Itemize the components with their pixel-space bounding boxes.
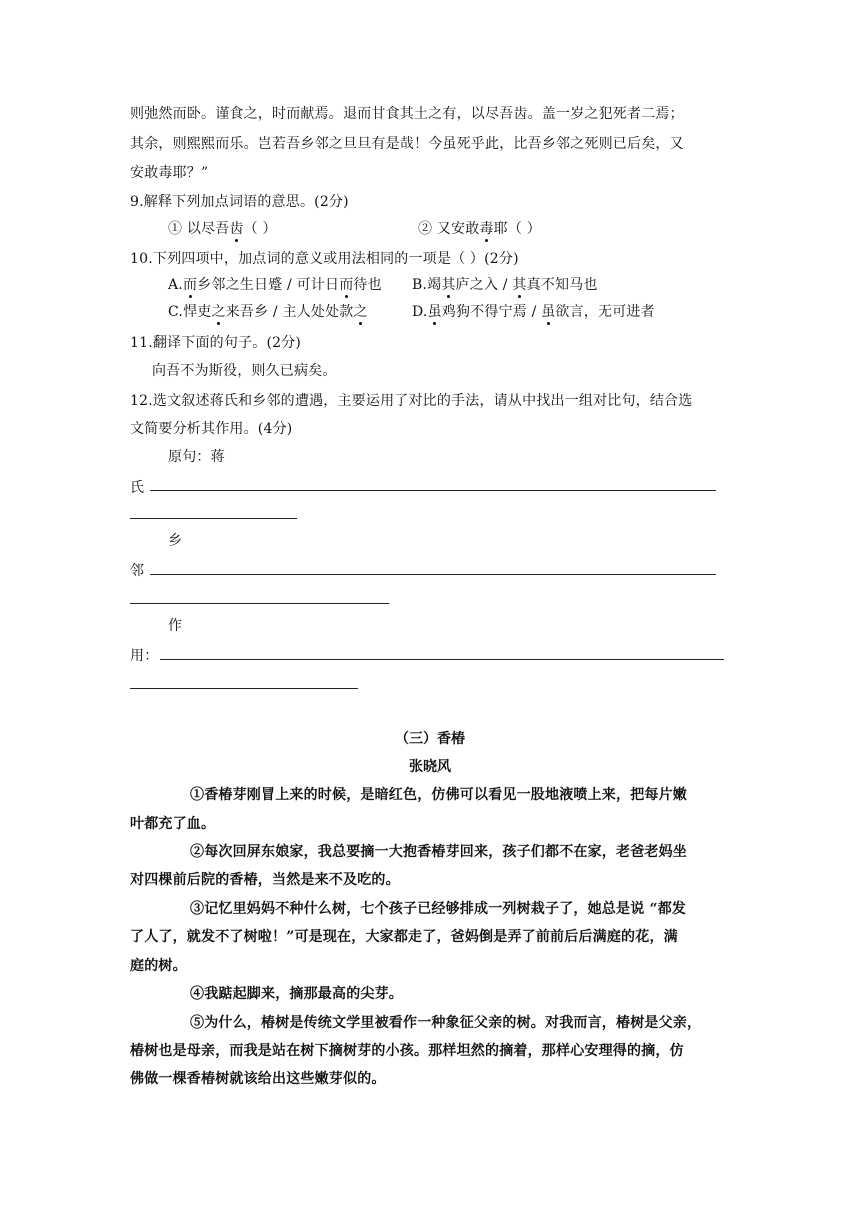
answer-label: 作 <box>168 618 183 634</box>
answer-label: 乡 <box>168 533 183 549</box>
section-title: （三）香椿 <box>395 731 465 747</box>
answer-line[interactable] <box>150 490 716 491</box>
answer-line[interactable] <box>130 603 389 604</box>
question-9-item-2 <box>418 219 541 239</box>
answer-label: 原句：蒋 <box>168 449 225 465</box>
item-text: 以尽吾 <box>186 221 230 237</box>
dotted-word: 虽 <box>541 304 556 320</box>
answer-label: 用： <box>130 648 159 664</box>
option-text: 来吾乡 / 主人处处款 <box>225 304 354 320</box>
option-c[interactable] <box>168 302 368 322</box>
paragraph-line: ①香椿芽刚冒上来的时候，是暗红色，仿佛可以看见一股地液喷上来，把每片嫩 <box>190 787 687 803</box>
dotted-word: 之 <box>353 304 368 320</box>
option-text: 乡邻之生日蹙 / 可计日 <box>197 277 340 293</box>
option-text: 欲言，无可进者 <box>555 304 655 320</box>
item-text: 耶 <box>493 221 508 237</box>
option-text: 庐之入 / <box>455 277 513 293</box>
dotted-word: 之 <box>211 304 226 320</box>
paragraph-line: ③记忆里妈妈不种什么树，七个孩子已经够排成一列树栽子了，她总是说 “都发 <box>190 901 687 917</box>
paragraph-line: 对四棵前后院的香椿，当然是来不及吃的。 <box>130 872 400 888</box>
option-a[interactable] <box>168 275 382 295</box>
section-author: 张晓风 <box>409 759 451 775</box>
dotted-word: 而 <box>182 277 198 293</box>
dotted-word: 虽 <box>427 304 442 320</box>
item-number: ② <box>418 221 433 237</box>
answer-line[interactable] <box>130 518 297 519</box>
dotted-word: 其 <box>441 277 456 293</box>
dotted-word: 齿 <box>229 221 244 237</box>
paragraph-line: 了人了，就发不了树啦！”可是现在，大家都走了，爸妈倒是弄了前前后后满庭的花，满 <box>130 929 678 945</box>
passage-line: 则弛然而卧。谨食之，时而献焉。退而甘食其土之有，以尽吾齿。盖一岁之犯死者二焉； <box>130 106 684 122</box>
paragraph-line: 佛做一棵香椿树就该给出这些嫩芽似的。 <box>130 1071 386 1087</box>
paragraph-line: 椿树也是母亲，而我是站在树下摘树芽的小孩。那样坦然的摘着，那样心安理得的摘，仿 <box>130 1043 684 1059</box>
item-text: 又安敢 <box>436 221 480 237</box>
question-10-stem: 10.下列四项中，加点词的意义或用法相同的一项是（ ）(2分) <box>130 251 519 267</box>
answer-label: 氏 <box>130 480 145 496</box>
question-11-sentence: 向吾不为斯役，则久已病矣。 <box>152 363 337 379</box>
question-9-item-1 <box>168 219 277 239</box>
question-11-stem: 11.翻译下面的句子。(2分) <box>130 335 302 351</box>
option-text: 鸡狗不得宁焉 / <box>441 304 542 320</box>
paragraph-line: ⑤为什么，椿树是传统文学里被看作一种象征父亲的树。对我而言，椿树是父亲， <box>190 1015 702 1031</box>
paragraph-line: ②每次回屏东娘家，我总要摘一大抱香椿芽回来，孩子们都不在家，老爸老妈坐 <box>190 844 687 860</box>
option-text: B.竭 <box>412 277 442 293</box>
dotted-word: 而 <box>339 277 354 293</box>
question-12-stem: 文简要分析其作用。(4分) <box>130 421 293 437</box>
answer-line[interactable] <box>130 688 358 689</box>
answer-bracket[interactable]: （ ） <box>243 221 277 237</box>
answer-bracket[interactable]: （ ） <box>507 221 541 237</box>
passage-line: 安敢毒耶？” <box>130 165 209 181</box>
item-number: ① <box>168 221 183 237</box>
answer-line[interactable] <box>160 659 724 660</box>
paragraph-line: ④我踮起脚来，摘那最高的尖芽。 <box>190 986 403 1002</box>
dotted-word: 毒 <box>479 221 494 237</box>
question-12-stem: 12.选文叙述蒋氏和乡邻的遭遇，主要运用了对比的手法，请从中找出一组对比句，结合选 <box>130 393 693 409</box>
answer-label: 邻 <box>130 563 145 579</box>
passage-line: 其余，则熙熙而乐。岂若吾乡邻之旦旦有是哉！今虽死乎此，比吾乡邻之死则已后矣，又 <box>130 136 684 152</box>
option-text: A. <box>168 277 183 293</box>
option-text: 真不知马也 <box>526 277 598 293</box>
option-b[interactable] <box>412 275 598 295</box>
paragraph-line: 叶都充了血。 <box>130 816 216 832</box>
option-text: 待也 <box>353 277 382 293</box>
dotted-word: 其 <box>512 277 527 293</box>
option-text: D. <box>412 304 428 320</box>
paragraph-line: 庭的树。 <box>130 958 187 974</box>
answer-line[interactable] <box>150 574 716 575</box>
question-9-stem: 9.解释下列加点词语的意思。(2分) <box>130 194 349 210</box>
option-d[interactable] <box>412 302 655 322</box>
option-text: C.悍吏 <box>168 304 212 320</box>
